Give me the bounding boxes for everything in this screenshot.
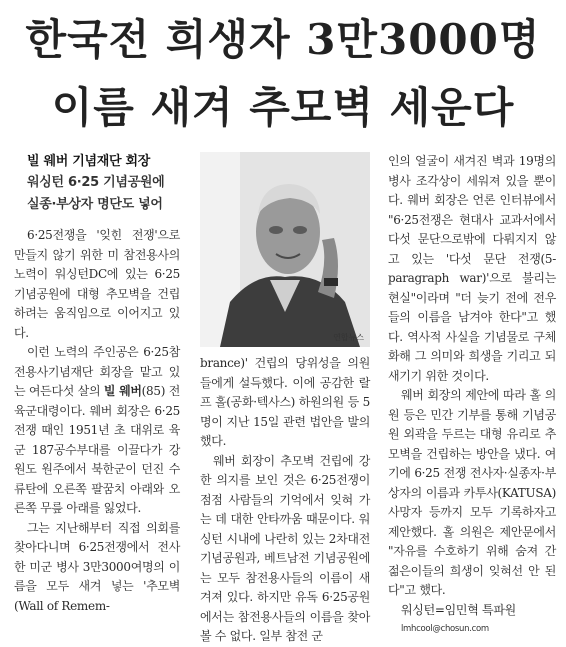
byline: 워싱턴=임민혁 특파원	[401, 602, 516, 617]
person-name: 빌 웨버	[103, 384, 142, 398]
portrait-illustration	[200, 152, 370, 347]
article-column-1	[14, 152, 180, 616]
paragraph: brance)' 건립의 당위성을 의원들에게 설득했다. 이에 공감한 랄프 홀(공화·텍사스) 하원의원 등 5명이 지난 15일 관련 법안을 발의했다.	[200, 356, 370, 448]
reporter-email: lmhcool@chosun.com	[401, 624, 489, 634]
paragraph-text: 이런 노력의 주인공은 6·25참전용사기념재단 회장을 맡고 있는 여든다섯 살의	[14, 345, 180, 398]
headline-line-1: 한국전 희생자 3만3000명	[25, 15, 541, 64]
paragraph: 웨버 회장의 제안에 따라 홀 의원 등은 민간 기부를 통해 기념공원 외곽을 두르는 대형 유리로 추모벽을 건립하는 방안을 냈다. 여기에 6·25 전쟁 전사자·실종자·부상자의 이름과 카투사(KATUSA) 사망자 등까지 모두 기록하자고 제안했다. 홀 의원은 제안문에서 "자유를 수호하기 위해 숨져 간 젊은이들의 희생이 잊혀선 안 된다"고 했다.	[388, 388, 556, 597]
paragraph: 인의 얼굴이 새겨진 벽과 19명의 병사 조각상이 세워져 있을 뿐이다. 웨버 회장은 언론 인터뷰에서 "6·25전쟁은 현대사 교과서에서 다섯 문단으로밖에 다뤄지지 않고 있는 '다섯 문단 전쟁(5-paragraph war)'으로 불리는 현실"이라며 "더 늦기 전에 전우들의 이름을 남겨야 한다"고 했다. 역사적 사실을 기념물로 구체화해 그 의미와 희생을 기리고 되새기기 위한 것이다.	[388, 154, 556, 383]
paragraph: 6·25전쟁을 '잊힌 전쟁'으로 만들지 않기 위한 미 참전용사의 노력이 워싱턴DC에 있는 6·25 기념공원에 대형 추모벽을 건립하려는 움직임으로 이어지고 있다.	[14, 228, 180, 340]
subhead-block	[14, 152, 180, 216]
subheadline-1: 워싱턴 6·25 기념공원에	[27, 175, 165, 190]
headline-line-2: 이름 새겨 추모벽 세운다	[51, 83, 515, 132]
paragraph-text: (85) 전 육군대령이다. 웨버 회장은 6·25전쟁 때인 1951년 초 대위로 육군 187공수부대를 이끌다가 강원도 원주에서 북한군이 던진 수류탄에 오른쪽 팔꿈치 아래와 오른쪽 무릎 아래를 잃었다.	[14, 384, 180, 515]
paragraph	[14, 343, 180, 519]
subheadline-2: 실종·부상자 명단도 넣어	[27, 197, 163, 212]
kicker: 빌 웨버 기념재단 회장	[27, 154, 150, 169]
paragraph: 웨버 회장이 추모벽 건립에 강한 의지를 보인 것은 6·25전쟁이 점점 사람들의 기억에서 잊혀 가는 데 대한 안타까움 때문이다. 워싱턴 시내에 나란히 있는 2차대전 기념공원과, 베트남전 기념공원에는 모두 참전용사들의 이름이 새겨져 있다. 하지만 유독 6·25공원에서는 참전용사들의 이름을 찾아볼 수 없다. 일부 참전 군	[200, 453, 370, 643]
paragraph: 그는 지난해부터 직접 의회를 찾아다니며 6·25전쟁에서 전사한 미군 병사 3만3000여명의 이름을 모두 새겨 넣는 '추모벽(Wall of Remem-	[14, 520, 180, 613]
portrait-photo	[200, 152, 370, 347]
photo-credit: 연합뉴스	[333, 333, 364, 342]
article-column-3	[388, 152, 556, 640]
article-column-2	[200, 354, 370, 647]
